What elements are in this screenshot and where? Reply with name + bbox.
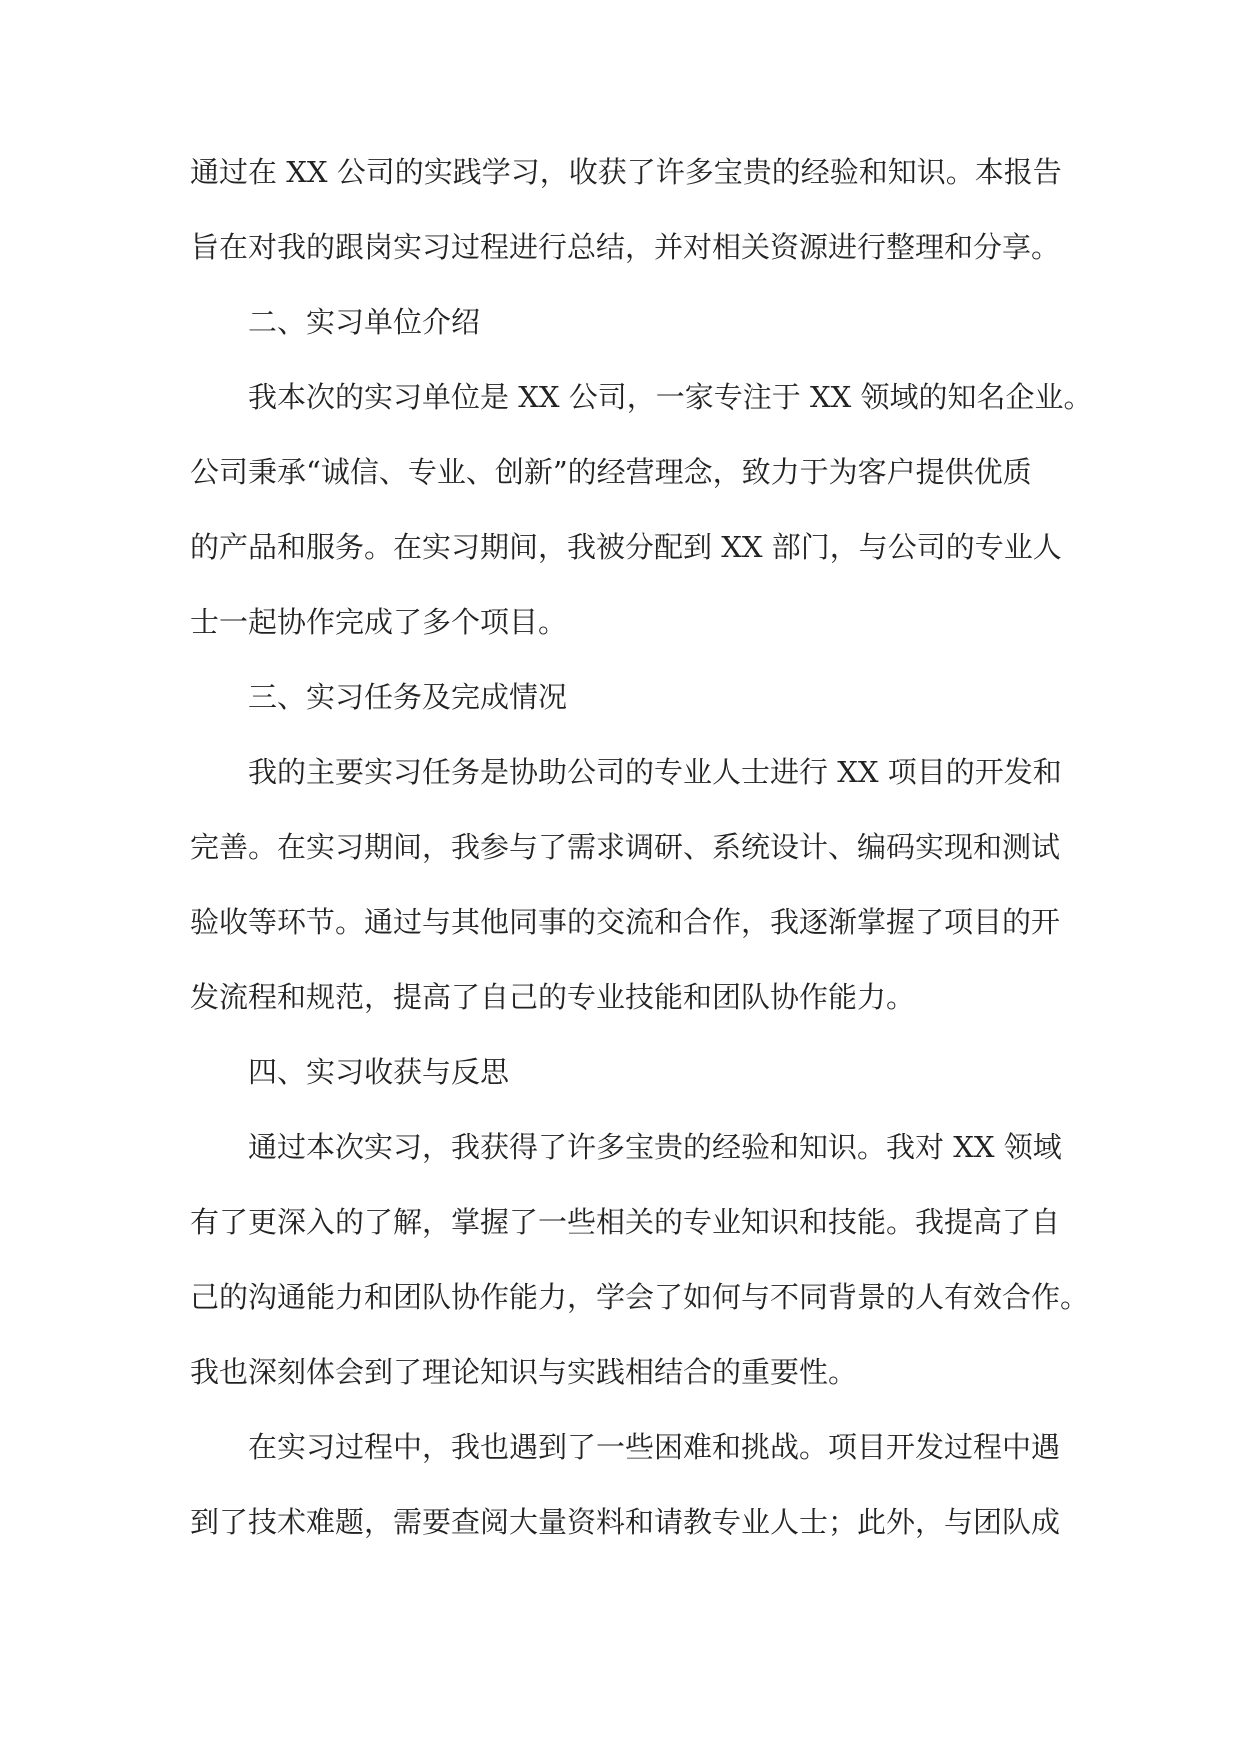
section-heading: 三、实习任务及完成情况	[248, 680, 568, 714]
paragraph-line: 士一起协作完成了多个项目。	[190, 605, 568, 639]
section-heading: 四、实习收获与反思	[248, 1055, 510, 1089]
paragraph-line: 我也深刻体会到了理论知识与实践相结合的重要性。	[190, 1355, 858, 1389]
paragraph-line: 完善。在实习期间，我参与了需求调研、系统设计、编码实现和测试	[190, 830, 1061, 864]
paragraph-line: 通过在 XX 公司的实践学习，收获了许多宝贵的经验和知识。本报告	[190, 155, 1062, 189]
paragraph-line: 我本次的实习单位是 XX 公司，一家专注于 XX 领域的知名企业。	[248, 380, 1093, 414]
paragraph-line: 通过本次实习，我获得了许多宝贵的经验和知识。我对 XX 领域	[248, 1130, 1062, 1164]
paragraph-line: 发流程和规范，提高了自己的专业技能和团队协作能力。	[190, 980, 916, 1014]
paragraph-line: 有了更深入的了解，掌握了一些相关的专业知识和技能。我提高了自	[190, 1205, 1061, 1239]
paragraph-line: 公司秉承“诚信、专业、创新”的经营理念，致力于为客户提供优质	[190, 455, 1032, 489]
paragraph-line: 旨在对我的跟岗实习过程进行总结，并对相关资源进行整理和分享。	[190, 230, 1061, 264]
paragraph-line: 验收等环节。通过与其他同事的交流和合作，我逐渐掌握了项目的开	[190, 905, 1061, 939]
paragraph-line: 到了技术难题，需要查阅大量资料和请教专业人士；此外，与团队成	[190, 1505, 1061, 1539]
paragraph-line: 的产品和服务。在实习期间，我被分配到 XX 部门，与公司的专业人	[190, 530, 1062, 564]
section-heading: 二、实习单位介绍	[248, 305, 481, 339]
paragraph-line: 己的沟通能力和团队协作能力，学会了如何与不同背景的人有效合作。	[190, 1280, 1090, 1314]
paragraph-line: 我的主要实习任务是协助公司的专业人士进行 XX 项目的开发和	[248, 755, 1062, 789]
paragraph-line: 在实习过程中，我也遇到了一些困难和挑战。项目开发过程中遇	[248, 1430, 1061, 1464]
